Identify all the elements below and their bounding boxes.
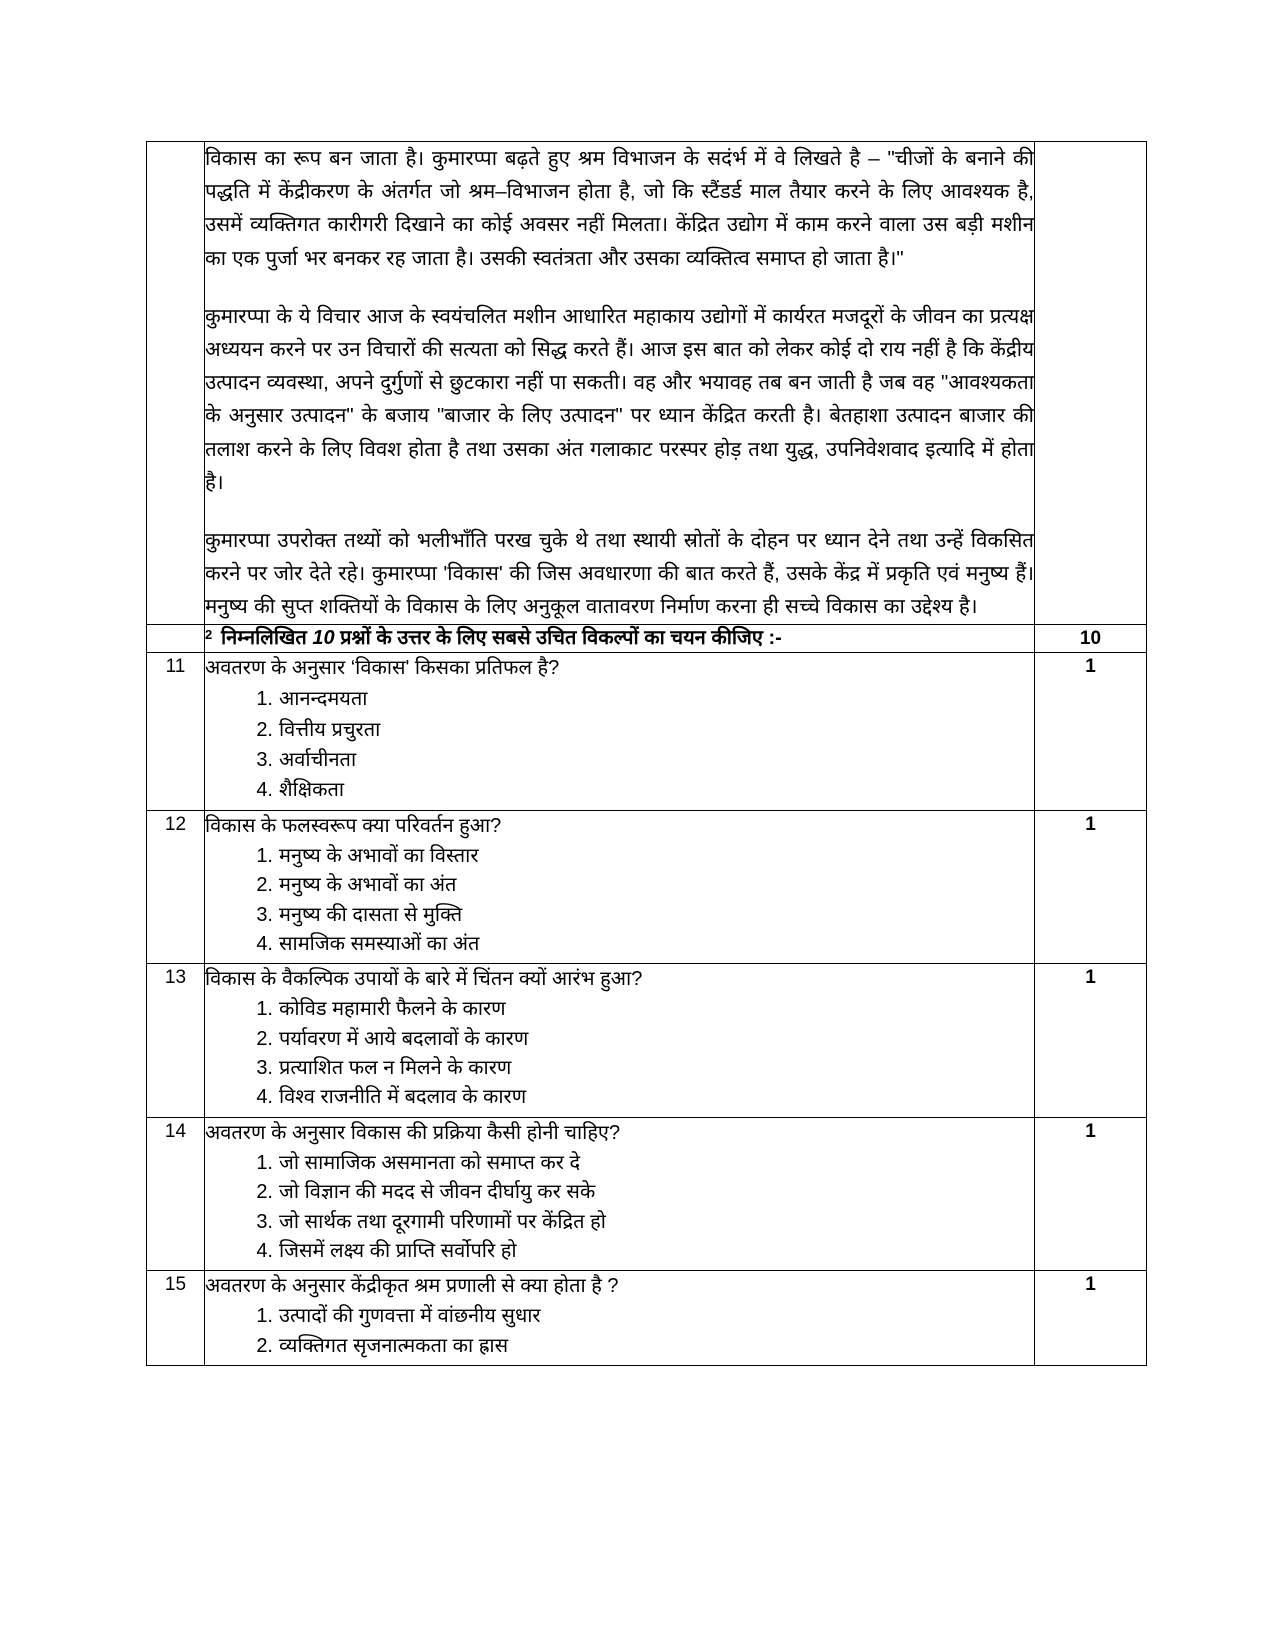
instruction-cell xyxy=(205,624,1035,653)
question-marks-cell: 1 xyxy=(1035,810,1147,964)
table-row-question xyxy=(147,964,1147,1118)
instruction-text xyxy=(205,625,1034,652)
option-list xyxy=(205,684,1034,806)
option-item[interactable] xyxy=(256,1083,1034,1112)
option-label: जो सामाजिक असमानता को समाप्त कर दे xyxy=(279,1151,581,1174)
table-row-instruction xyxy=(147,624,1147,653)
option-label: जो विज्ञान की मदद से जीवन दीर्घायु कर सके xyxy=(279,1181,596,1204)
passage-text xyxy=(205,142,1034,624)
question-text: विकास के फलस्वरूप क्या परिवर्तन हुआ? xyxy=(205,814,502,837)
option-list xyxy=(205,995,1034,1113)
option-item[interactable] xyxy=(256,745,1034,775)
instruction-prefix: निम्नलिखित xyxy=(221,626,313,649)
option-label: पर्यावरण में आये बदलावों के कारण xyxy=(279,1027,529,1050)
option-item[interactable] xyxy=(256,842,1034,871)
instruction-suffix: प्रश्नों के उत्तर के लिए सबसे उचित विकल्पों का चयन कीजिए :- xyxy=(334,626,782,649)
option-number: 1. xyxy=(256,1151,273,1174)
question-marks-cell: 1 xyxy=(1035,1117,1147,1271)
option-label: व्यक्तिगत सृजनात्मकता का ह्रास xyxy=(279,1334,509,1357)
option-label: मनुष्य के अभावों का विस्तार xyxy=(279,844,479,867)
option-item[interactable] xyxy=(256,1208,1034,1237)
option-label: मनुष्य के अभावों का अंत xyxy=(279,874,457,897)
question-cell xyxy=(205,810,1035,964)
option-number: 2. xyxy=(256,1181,273,1204)
passage-paragraph-1: विकास का रूप बन जाता है। कुमारप्पा बढ़ते हुए श्रम विभाजन के सदंर्भ में वे लिखते है – "चीजों के बनाने की पद्धति में केंद्रीकरण के अंतर्गत जो श्रम–विभाजन होता है, जो कि स्टैंडर्ड माल तैयार करने के लिए आवश्यक है, उसमें व्यक्तिगत कारीगरी दिखाने का कोई अवसर नहीं मिलता। केंद्रित उद्योग में काम करने वाला उस बड़ी मशीन का एक पुर्जा भर बनकर रह जाता है। उसकी स्वतंत्रता और उसका व्यक्तित्व समाप्त हो जाता है।" xyxy=(205,147,1034,270)
option-label: अर्वाचीनता xyxy=(279,748,357,771)
table-row-passage xyxy=(147,142,1147,625)
instruction-marks-cell: 10 xyxy=(1035,624,1147,653)
option-label: आनन्दमयता xyxy=(279,688,368,711)
option-number: 2. xyxy=(256,1027,273,1050)
question-text: अवतरण के अनुसार केंद्रीकृत श्रम प्रणाली से क्या होता है ? xyxy=(205,1275,619,1298)
option-item[interactable] xyxy=(256,995,1034,1024)
table-row-question xyxy=(147,653,1147,811)
option-item[interactable] xyxy=(256,1237,1034,1266)
option-number: 1. xyxy=(256,844,273,867)
option-list xyxy=(205,842,1034,960)
question-cell xyxy=(205,964,1035,1118)
option-label: विश्व राजनीति में बदलाव के कारण xyxy=(279,1086,527,1109)
question-cell xyxy=(205,1117,1035,1271)
option-list xyxy=(205,1149,1034,1267)
option-item[interactable] xyxy=(256,775,1034,805)
option-item[interactable] xyxy=(256,930,1034,959)
table-row-question xyxy=(147,1271,1147,1366)
option-label: जिसमें लक्ष्य की प्राप्ति सर्वोपरि हो xyxy=(279,1240,517,1263)
question-marks-cell: 1 xyxy=(1035,653,1147,811)
question-text: अवतरण के अनुसार ‘विकास' किसका प्रतिफल है? xyxy=(205,657,560,680)
option-label: शैक्षिकता xyxy=(279,779,345,802)
option-item[interactable] xyxy=(256,1178,1034,1207)
question-cell xyxy=(205,1271,1035,1366)
option-number: 1. xyxy=(256,998,273,1021)
question-text: अवतरण के अनुसार विकास की प्रक्रिया कैसी होनी चाहिए? xyxy=(205,1121,621,1144)
option-item[interactable] xyxy=(256,1302,1034,1331)
option-item[interactable] xyxy=(256,1332,1034,1361)
passage-qno-cell xyxy=(147,142,205,625)
option-list xyxy=(205,1302,1034,1361)
question-text: विकास के वैकल्पिक उपायों के बारे में चिंतन क्यों आरंभ हुआ? xyxy=(205,968,643,991)
option-number: 3. xyxy=(256,1210,273,1233)
option-item[interactable] xyxy=(256,1025,1034,1054)
option-item[interactable] xyxy=(256,871,1034,900)
option-number: 4. xyxy=(256,1240,273,1263)
option-number: 1. xyxy=(256,688,273,711)
question-number: 15 xyxy=(147,1271,205,1366)
option-item[interactable] xyxy=(256,684,1034,714)
option-label: कोविड महामारी फैलने के कारण xyxy=(279,998,506,1021)
question-marks-cell: 1 xyxy=(1035,1271,1147,1366)
option-number: 4. xyxy=(256,1086,273,1109)
option-label: मनुष्य की दासता से मुक्ति xyxy=(279,903,463,926)
question-marks-cell: 1 xyxy=(1035,964,1147,1118)
table-row-question xyxy=(147,1117,1147,1271)
exam-question-table xyxy=(146,141,1147,1366)
instruction-count: 10 xyxy=(312,626,335,649)
question-number: 14 xyxy=(147,1117,205,1271)
question-number: 13 xyxy=(147,964,205,1118)
passage-marks-cell xyxy=(1035,142,1147,625)
option-item[interactable] xyxy=(256,1054,1034,1083)
option-item[interactable] xyxy=(256,715,1034,745)
option-number: 3. xyxy=(256,748,273,771)
passage-cell xyxy=(205,142,1035,625)
option-label: प्रत्याशित फल न मिलने के कारण xyxy=(279,1057,512,1080)
instruction-qno-cell xyxy=(147,624,205,653)
question-number: 12 xyxy=(147,810,205,964)
option-number: 1. xyxy=(256,1305,273,1328)
option-label: उत्पादों की गुणवत्ता में वांछनीय सुधार xyxy=(279,1305,541,1328)
option-number: 3. xyxy=(256,903,273,926)
option-item[interactable] xyxy=(256,1149,1034,1178)
instruction-qno-marker: 2 xyxy=(205,627,213,643)
option-label: वित्तीय प्रचुरता xyxy=(279,718,381,741)
option-number: 4. xyxy=(256,779,273,802)
option-number: 2. xyxy=(256,718,273,741)
option-label: जो सार्थक तथा दूरगामी परिणामों पर केंद्रित हो xyxy=(279,1210,606,1233)
table-row-question xyxy=(147,810,1147,964)
question-number: 11 xyxy=(147,653,205,811)
question-cell xyxy=(205,653,1035,811)
option-item[interactable] xyxy=(256,901,1034,930)
option-number: 4. xyxy=(256,932,273,955)
passage-paragraph-3: कुमारप्पा उपरोक्त तथ्यों को भलीभाँति परख चुके थे तथा स्थायी स्रोतों के दोहन पर ध्यान देने तथा उन्हें विकसित करने पर जोर देते रहे। कुमारप्पा 'विकास' की जिस अवधारणा की बात करते हैं, उसके केंद्र में प्रकृति एवं मनुष्य हैं। मनुष्य की सुप्त शक्तियों के विकास के लिए अनुकूल वातावरण निर्माण करना ही सच्चे विकास का उद्देश्य है। xyxy=(205,529,1034,619)
option-number: 2. xyxy=(256,874,273,897)
option-number: 2. xyxy=(256,1334,273,1357)
passage-paragraph-2: कुमारप्पा के ये विचार आज के स्वयंचलित मशीन आधारित महाकाय उद्योगों में कार्यरत मजदूरों के जीवन का प्रत्यक्ष अध्ययन करने पर उन विचारों की सत्यता को सिद्ध करते हैं। आज इस बात को लेकर कोई दो राय नहीं है कि केंद्रीय उत्पादन व्यवस्था, अपने दुर्गुणों से छुटकारा नहीं पा सकती। वह और भयावह तब बन जाती है जब वह "आवश्यकता के अनुसार उत्पादन" के बजाय "बाजार के लिए उत्पादन" पर ध्यान केंद्रित करती है। बेतहाशा उत्पादन बाजार की तलाश करने के लिए विवश होता है तथा उसका अंत गलाकाट परस्पर होड़ तथा युद्ध, उपनिवेशवाद इत्यादि में होता है। xyxy=(205,304,1034,494)
option-number: 3. xyxy=(256,1057,273,1080)
option-label: सामजिक समस्याओं का अंत xyxy=(279,932,480,955)
